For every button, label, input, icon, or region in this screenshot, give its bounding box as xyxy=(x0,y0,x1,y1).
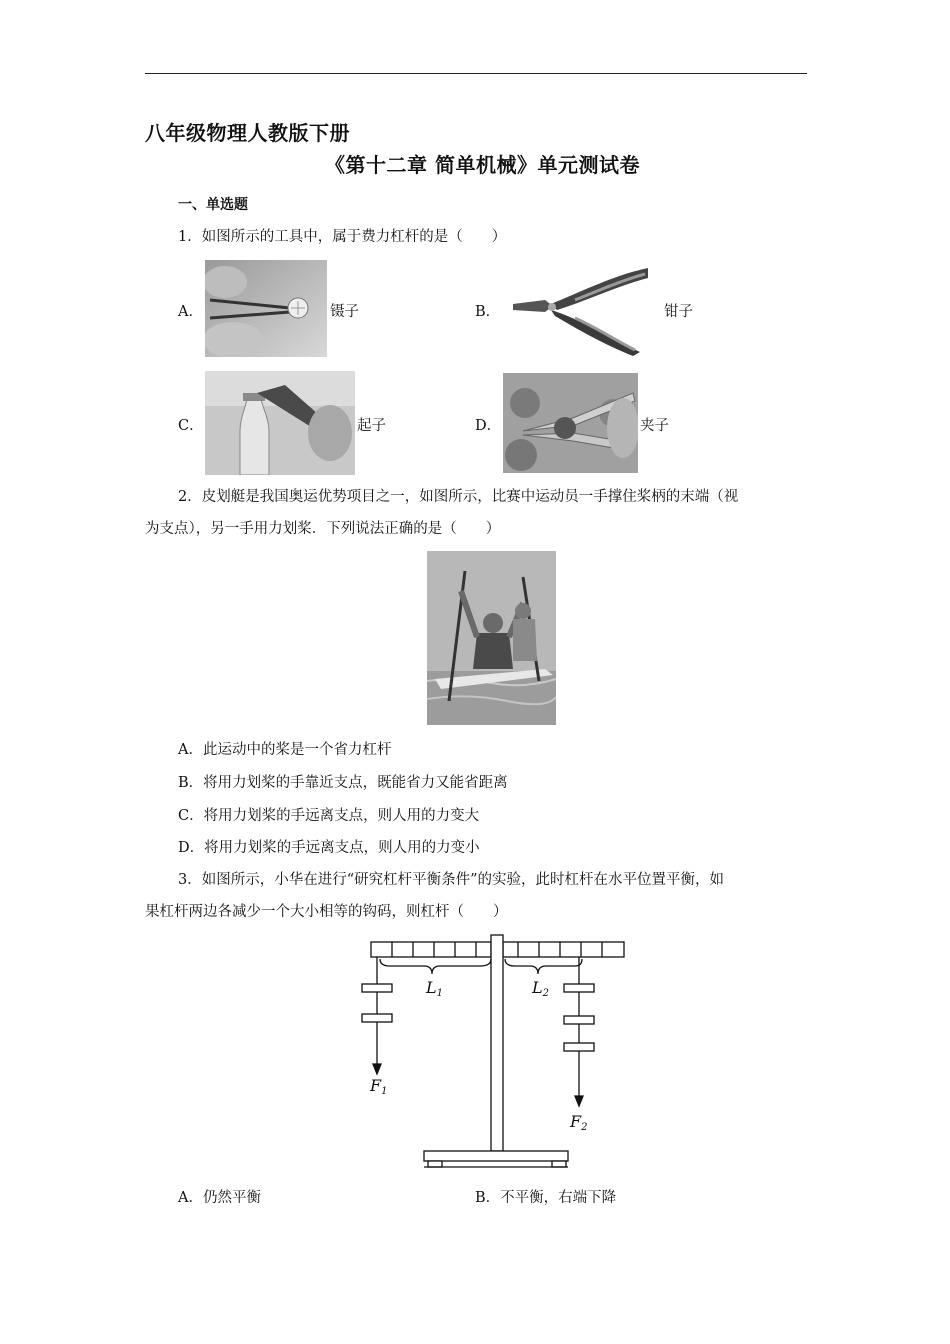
q2-option-d: D．将用力划桨的手远离支点，则人用的力变小 xyxy=(178,840,480,856)
label-L1: L1 xyxy=(426,978,443,999)
q2-option-b: B．将用力划桨的手靠近支点，既能省力又能省距离 xyxy=(178,775,508,791)
nutcracker-photo xyxy=(503,373,638,473)
q2-option-c: C．将用力划桨的手远离支点，则人用的力变大 xyxy=(178,808,480,824)
q2-option-a: A．此运动中的桨是一个省力杠杆 xyxy=(178,742,392,758)
lever-balance-diagram xyxy=(350,932,640,1177)
q1-option-b-label: 钳子 xyxy=(664,304,693,320)
q1-option-a-letter: A． xyxy=(178,304,203,320)
tweezers-photo xyxy=(205,260,327,357)
q1-option-d-letter: D． xyxy=(475,418,502,434)
q1-option-d-label: 夹子 xyxy=(640,418,669,434)
document-title-line2: 《第十二章 简单机械》单元测试卷 xyxy=(325,153,640,177)
q1-option-c-label: 起子 xyxy=(357,418,386,434)
q3-option-a: A．仍然平衡 xyxy=(178,1190,261,1206)
question-3-stem-line1: 3．如图所示，小华在进行“研究杠杆平衡条件”的实验，此时杠杆在水平位置平衡，如 xyxy=(178,872,725,888)
q1-option-c-letter: C． xyxy=(178,418,204,434)
question-2-stem-line2: 为支点），另一手用力划桨．下列说法正确的是（ ） xyxy=(145,521,501,537)
pliers-photo xyxy=(505,260,650,357)
canoe-athletes-photo xyxy=(427,551,556,725)
question-1-stem: 1．如图所示的工具中，属于费力杠杆的是（ ） xyxy=(178,229,507,245)
label-L2: L2 xyxy=(532,978,549,999)
q3-option-b: B．不平衡，右端下降 xyxy=(475,1190,617,1206)
q1-option-b-letter: B． xyxy=(475,304,501,320)
header-rule xyxy=(145,73,807,74)
section-heading: 一、单选题 xyxy=(178,197,248,213)
label-F1: F1 xyxy=(370,1076,388,1097)
label-F2: F2 xyxy=(570,1112,588,1133)
question-3-stem-line2: 果杠杆两边各减少一个大小相等的钩码，则杠杆（ ） xyxy=(145,904,508,920)
document-title-line1: 八年级物理人教版下册 xyxy=(145,121,350,145)
q1-option-a-label: 镊子 xyxy=(330,304,359,320)
question-2-stem-line1: 2．皮划艇是我国奥运优势项目之一，如图所示，比赛中运动员一手撑住桨柄的末端（视 xyxy=(178,489,739,505)
bottle-opener-photo xyxy=(205,371,355,475)
